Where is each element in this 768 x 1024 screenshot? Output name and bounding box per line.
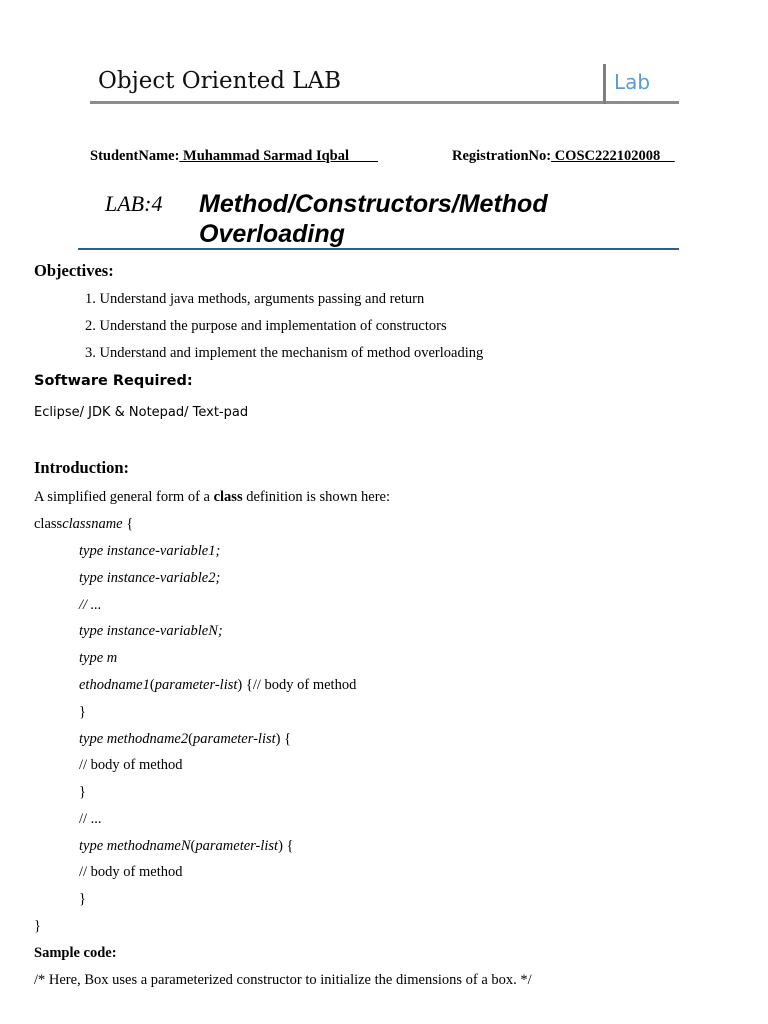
header-vertical-divider: [603, 64, 606, 104]
lab-number: LAB:4: [105, 191, 163, 216]
registration-label: RegistrationNo:: [452, 148, 552, 164]
objective-item: 3. Understand and implement the mechanism of method overloading: [85, 345, 484, 361]
code-line: }: [79, 704, 86, 720]
code-line: type instance-variable2;: [79, 570, 221, 586]
objective-item: 1. Understand java methods, arguments passing and return: [85, 291, 425, 307]
student-name-label: StudentName:: [90, 148, 180, 164]
code-class-declaration: [34, 516, 133, 533]
lab-title: Method/Constructors/Method Overloading: [199, 190, 548, 248]
registration-line: [452, 148, 675, 165]
code-method-name: ethodname1: [79, 677, 150, 693]
code-line: // ...: [79, 597, 102, 613]
code-line: // ...: [79, 811, 102, 827]
student-name-value: Muhammad Sarmad Iqbal: [179, 148, 379, 164]
registration-value: COSC222102008: [551, 148, 675, 164]
code-line: // body of method: [79, 864, 183, 880]
code-method-rest: ) {: [275, 731, 292, 747]
sample-code-heading: Sample code:: [34, 945, 117, 961]
document-title: Object Oriented LAB: [98, 68, 342, 94]
code-line: }: [34, 918, 41, 934]
code-paren: (: [188, 731, 193, 747]
intro-text-after: definition is shown here:: [242, 489, 390, 505]
code-method-rest: ) {: [278, 838, 294, 854]
sample-code-comment: /* Here, Box uses a parameterized constructor to initialize the dimensions of a box. */: [34, 972, 532, 988]
software-text: Eclipse/ JDK & Notepad/ Text-pad: [34, 405, 249, 420]
code-methodN-line: [79, 838, 294, 855]
code-class-keyword: class: [34, 516, 63, 532]
code-method-rest: ) {// body of method: [237, 677, 357, 693]
code-line: }: [79, 891, 86, 907]
code-paren: (: [190, 838, 196, 854]
student-name-line: [90, 148, 378, 165]
code-method2-line: [79, 731, 291, 748]
intro-paragraph: [34, 489, 390, 506]
code-line: type instance-variable1;: [79, 543, 221, 559]
software-heading: Software Required:: [34, 373, 193, 389]
code-method-name: type methodname2: [79, 731, 189, 747]
intro-text-before: A simplified general form of a: [34, 489, 214, 505]
objective-item: 2. Understand the purpose and implementation of constructors: [85, 318, 447, 334]
header-tag: Lab: [614, 70, 651, 94]
code-line: type m: [79, 650, 118, 666]
code-class-open: {: [122, 516, 134, 532]
intro-keyword: class: [213, 489, 243, 505]
code-params: parameter-list: [192, 731, 276, 747]
code-method1-line: [79, 677, 356, 694]
objectives-heading: Objectives:: [34, 261, 114, 280]
code-line: // body of method: [79, 757, 183, 773]
code-paren: (: [149, 677, 155, 693]
lab-title-divider: [78, 248, 679, 250]
code-method-name: type methodnameN: [79, 838, 191, 854]
introduction-heading: Introduction:: [34, 458, 130, 477]
code-params: parameter-list: [154, 677, 238, 693]
code-params: parameter-list: [195, 838, 279, 854]
header-divider: [90, 101, 679, 104]
code-line: }: [79, 784, 86, 800]
code-line: type instance-variableN;: [79, 623, 223, 639]
code-class-name: classname: [62, 516, 123, 532]
